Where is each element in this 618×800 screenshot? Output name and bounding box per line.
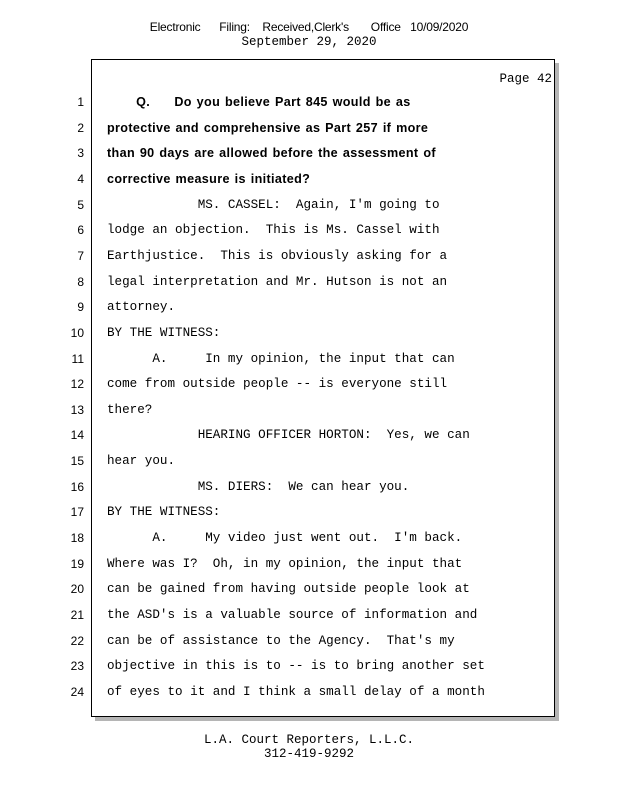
line-text: hear you. [107,454,176,468]
line-text: objective in this is to -- is to bring another set [107,659,485,673]
line-number: 1 [77,95,84,109]
line-number: 17 [70,505,84,519]
line-text: legal interpretation and Mr. Hutson is not an [107,275,448,289]
line-number: 20 [70,582,84,596]
line-number: 22 [70,634,84,648]
line-number: 4 [77,172,84,186]
line-text: come from outside people -- is everyone still [107,377,448,391]
line-text: protective and comprehensive as Part 257 if more [107,121,429,135]
line-number: 5 [77,198,84,212]
line-number: 19 [70,557,84,571]
line-text: HEARING OFFICER HORTON: Yes, we can [107,428,470,442]
line-text: there? [107,403,153,417]
line-number: 12 [70,377,84,391]
reporter-name: L.A. Court Reporters, L.L.C. [203,733,415,747]
line-number: 15 [70,454,84,468]
line-text: MS. CASSEL: Again, I'm going to [107,198,440,212]
reporter-phone: 312-419-9292 [263,747,354,761]
line-text: BY THE WITNESS: [107,326,221,340]
line-text: Where was I? Oh, in my opinion, the input that [107,557,463,571]
line-number: 3 [77,146,84,160]
line-text: can be of assistance to the Agency. That's my [107,634,455,648]
line-number: 14 [70,428,84,442]
line-text: the ASD's is a valuable source of information and [107,608,478,622]
line-text: Earthjustice. This is obviously asking for a [107,249,448,263]
line-number: 24 [70,685,84,699]
line-number: 18 [70,531,84,545]
line-text: corrective measure is initiated? [107,172,311,186]
line-number: 16 [70,480,84,494]
line-number: 11 [71,352,84,366]
line-number: 6 [77,223,84,237]
transcript-date: September 29, 2020 [241,35,377,49]
line-number: 9 [77,300,84,314]
line-text: can be gained from having outside people look at [107,582,470,596]
line-number: 23 [70,659,84,673]
line-text: A. My video just went out. I'm back. [107,531,463,545]
line-text: MS. DIERS: We can hear you. [107,480,410,494]
line-text: of eyes to it and I think a small delay of a month [107,685,485,699]
line-number: 8 [77,275,84,289]
page-number: Page 42 [499,72,552,86]
line-number: 10 [70,326,84,340]
line-text: than 90 days are allowed before the assessment of [107,146,436,160]
filing-stamp: Electronic Filing: Received,Clerk's Office 10/09/2020 [149,20,469,34]
line-number: 2 [77,121,84,135]
line-text: Q. Do you believe Part 845 would be as [107,95,411,109]
line-number: 7 [77,249,84,263]
line-text: BY THE WITNESS: [107,505,221,519]
line-text: lodge an objection. This is Ms. Cassel with [107,223,440,237]
line-text: attorney. [107,300,176,314]
line-number: 13 [70,403,84,417]
line-number: 21 [70,608,84,622]
line-text: A. In my opinion, the input that can [107,352,455,366]
